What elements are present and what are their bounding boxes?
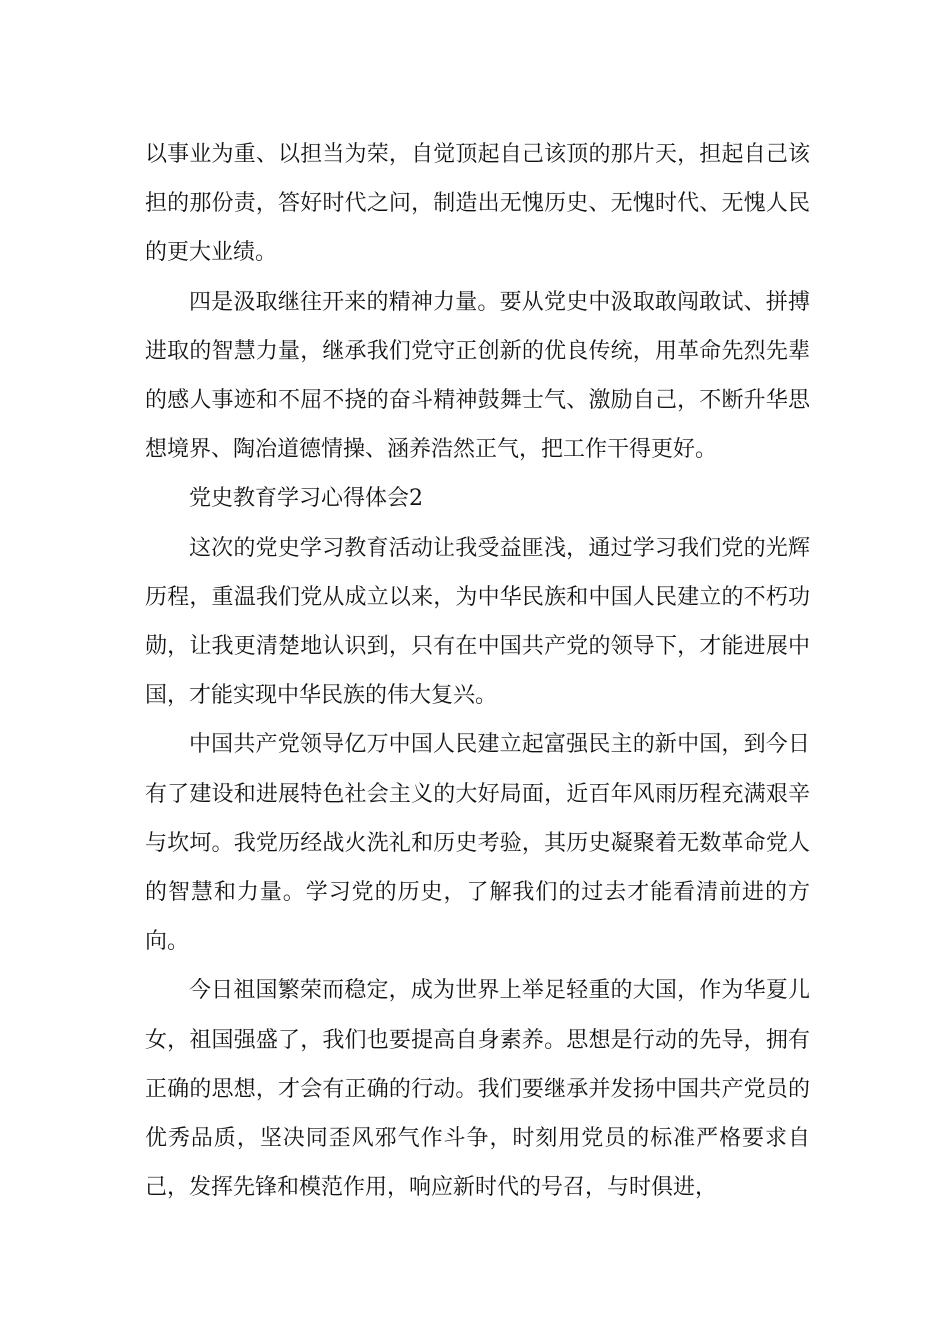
paragraph: 中国共产党领导亿万中国人民建立起富强民主的新中国，到今日有了建设和进展特色社会主义的大好局面，近百年风雨历程充满艰辛与坎坷。我党历经战火洗礼和历史考验，其历史凝聚着无数革命党人的智慧和力量。学习党的历史，了解我们的过去才能看清前进的方向。 (145, 732, 810, 955)
paragraph-continuation: 以事业为重、以担当为荣，自觉顶起自己该顶的那片天，担起自己该担的那份责，答好时代之问，制造出无愧历史、无愧时代、无愧人民的更大业绩。 (145, 142, 810, 266)
paragraph: 这次的党史学习教育活动让我受益匪浅，通过学习我们党的光辉历程，重温我们党从成立以来，为中华民族和中国人民建立的不朽功勋，让我更清楚地认识到，只有在中国共产党的领导下，才能进展中国，才能实现中华民族的伟大复兴。 (145, 535, 810, 709)
section-heading: 党史教育学习心得体会2 (189, 486, 423, 512)
body-text (145, 130, 810, 1212)
paragraph-point-four: 四是汲取继往开来的精神力量。要从党史中汲取敢闯敢试、拼搏进取的智慧力量，继承我们党守正创新的优良传统，用革命先烈先辈的感人事迹和不屈不挠的奋斗精神鼓舞士气、激励自己，不断升华思想境界、陶冶道德情操、涵养浩然正气，把工作干得更好。 (145, 289, 810, 463)
paragraph: 今日祖国繁荣而稳定，成为世界上举足轻重的大国，作为华夏儿女，祖国强盛了，我们也要提高自身素养。思想是行动的先导，拥有正确的思想，才会有正确的行动。我们要继承并发扬中国共产党员的优秀品质，坚决同歪风邪气作斗争，时刻用党员的标准严格要求自己，发挥先锋和模范作用，响应新时代的号召，与时俱进， (145, 978, 810, 1201)
